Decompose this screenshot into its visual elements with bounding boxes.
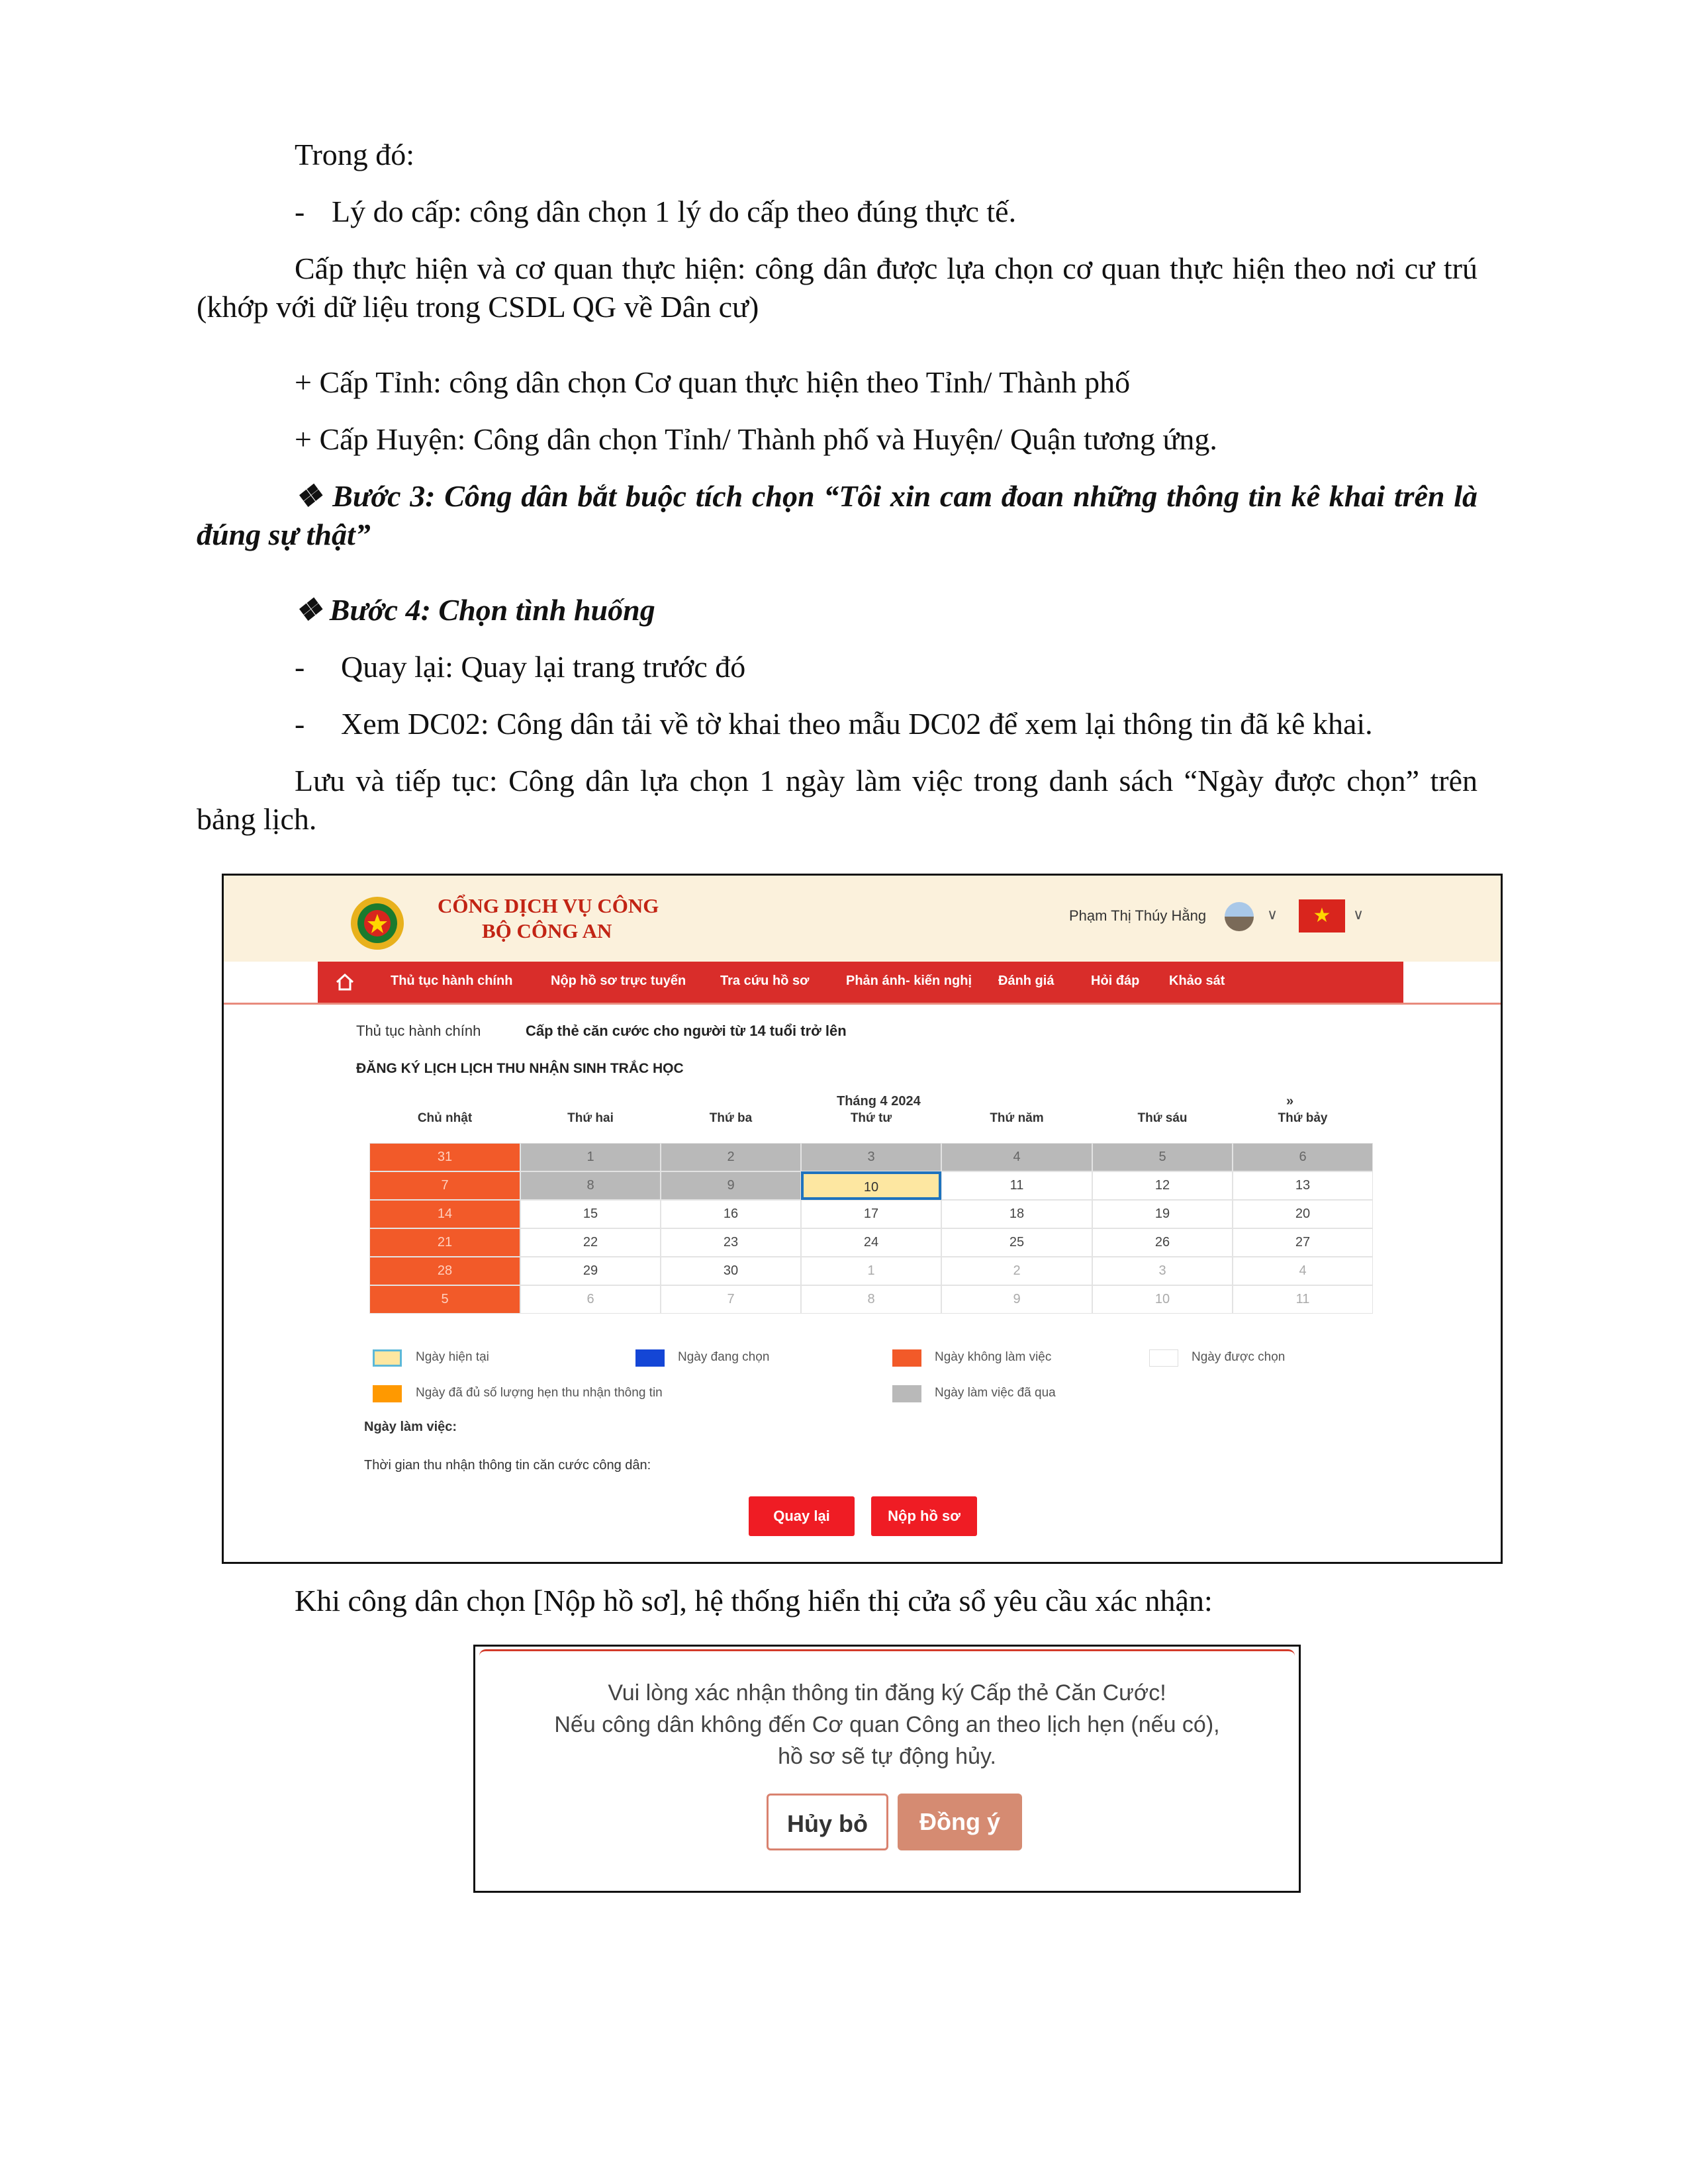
calendar-day[interactable]: 2 xyxy=(941,1257,1092,1285)
calendar-day[interactable]: 4 xyxy=(1233,1257,1373,1285)
back-button[interactable]: Quay lại xyxy=(749,1496,855,1536)
confirm-dialog-screenshot xyxy=(473,1645,1301,1893)
weekday-label: Thứ bảy xyxy=(1278,1111,1328,1125)
calendar-day[interactable]: 12 xyxy=(1092,1171,1233,1200)
legend-swatch-chosen xyxy=(1149,1349,1178,1367)
legend-off: Ngày không làm việc xyxy=(935,1350,1052,1364)
cancel-button[interactable]: Hủy bỏ xyxy=(767,1794,888,1850)
calendar-day[interactable]: 14 xyxy=(369,1200,520,1228)
legend-swatch-off xyxy=(892,1349,921,1367)
xem-dc02-text: Xem DC02: Công dân tải về tờ khai theo mẫu DC02 để xem lại thông tin đã kê khai. xyxy=(341,707,1373,741)
legend-chosen: Ngày được chọn xyxy=(1192,1350,1286,1364)
nav-item[interactable]: Nộp hồ sơ trực tuyến xyxy=(551,974,686,988)
home-icon[interactable] xyxy=(335,972,355,992)
ly-do-text: Lý do cấp: công dân chọn 1 lý do cấp theo đúng thực tế. xyxy=(332,195,1017,228)
chevron-down-icon[interactable]: ∨ xyxy=(1267,906,1278,923)
calendar-day[interactable]: 29 xyxy=(520,1257,661,1285)
legend-past: Ngày làm việc đã qua xyxy=(935,1386,1056,1400)
para-xem-dc02 xyxy=(295,705,1373,743)
para-buoc-4: ❖ Bước 4: Chọn tình huống xyxy=(295,593,655,627)
avatar[interactable] xyxy=(1225,902,1254,931)
calendar-day[interactable]: 27 xyxy=(1233,1228,1373,1257)
confirm-dialog xyxy=(479,1649,1295,1888)
legend-selecting: Ngày đang chọn xyxy=(678,1350,770,1364)
weekday-label: Thứ tư xyxy=(850,1111,892,1125)
breadcrumb-parent[interactable]: Thủ tục hành chính xyxy=(356,1023,481,1039)
calendar-day[interactable]: 18 xyxy=(941,1200,1092,1228)
calendar-day[interactable]: 6 xyxy=(1233,1143,1373,1171)
next-month-button[interactable]: » xyxy=(1286,1094,1294,1109)
para-ly-do-cap xyxy=(295,193,1016,231)
calendar-day[interactable]: 17 xyxy=(801,1200,941,1228)
calendar-day[interactable]: 10 xyxy=(1092,1285,1233,1314)
para-khi-cong-dan-chon: Khi công dân chọn [Nộp hồ sơ], hệ thống hiển thị cửa sổ yêu cầu xác nhận: xyxy=(295,1584,1213,1617)
calendar-day[interactable]: 31 xyxy=(369,1143,520,1171)
calendar-day[interactable]: 10 xyxy=(801,1171,941,1200)
calendar-day[interactable]: 1 xyxy=(801,1257,941,1285)
para-trong-do: Trong đó: xyxy=(295,138,415,171)
calendar-day[interactable]: 26 xyxy=(1092,1228,1233,1257)
calendar-day[interactable]: 11 xyxy=(941,1171,1092,1200)
calendar-day[interactable]: 6 xyxy=(520,1285,661,1314)
nav-item[interactable]: Tra cứu hồ sơ xyxy=(720,974,810,988)
dash: - xyxy=(295,707,305,741)
calendar-day[interactable]: 19 xyxy=(1092,1200,1233,1228)
workday-label: Ngày làm việc: xyxy=(364,1420,457,1434)
calendar-day[interactable]: 7 xyxy=(661,1285,801,1314)
chevron-down-icon[interactable]: ∨ xyxy=(1353,906,1364,923)
weekday-label: Chủ nhật xyxy=(417,1111,473,1125)
nav-underline xyxy=(224,1003,1501,1005)
calendar-day[interactable]: 7 xyxy=(369,1171,520,1200)
calendar-day[interactable]: 4 xyxy=(941,1143,1092,1171)
submit-button[interactable]: Nộp hồ sơ xyxy=(871,1496,977,1536)
dash: - xyxy=(295,195,305,228)
legend-swatch-past xyxy=(892,1385,921,1402)
para-cap-tinh: + Cấp Tỉnh: công dân chọn Cơ quan thực hiện theo Tỉnh/ Thành phố xyxy=(295,365,1131,399)
calendar-day[interactable]: 8 xyxy=(801,1285,941,1314)
calendar-day[interactable]: 21 xyxy=(369,1228,520,1257)
calendar-day[interactable]: 13 xyxy=(1233,1171,1373,1200)
calendar-day[interactable]: 24 xyxy=(801,1228,941,1257)
confirm-message-line-3: hồ sơ sẽ tự động hủy. xyxy=(778,1744,996,1769)
nav-item[interactable]: Thủ tục hành chính xyxy=(391,974,513,988)
confirm-message-line-1: Vui lòng xác nhận thông tin đăng ký Cấp thẻ Căn Cước! xyxy=(608,1680,1166,1706)
calendar-day[interactable]: 5 xyxy=(1092,1143,1233,1171)
calendar-day[interactable]: 3 xyxy=(801,1143,941,1171)
nav-item[interactable]: Khảo sát xyxy=(1169,974,1225,988)
calendar-day[interactable]: 3 xyxy=(1092,1257,1233,1285)
legend-swatch-today xyxy=(373,1349,402,1367)
para-cap-thuc-hien: Cấp thực hiện và cơ quan thực hiện: công dân được lựa chọn cơ quan thực hiện theo nơi cư trú (khớp với dữ liệu trong CSDL QG về Dân cư) xyxy=(197,251,1477,324)
calendar-month: Tháng 4 2024 xyxy=(837,1094,921,1109)
quay-lai-text: Quay lại: Quay lại trang trước đó xyxy=(341,650,746,684)
confirm-message-line-2: Nếu công dân không đến Cơ quan Công an theo lịch hẹn (nếu có), xyxy=(554,1712,1220,1737)
calendar-day[interactable]: 30 xyxy=(661,1257,801,1285)
main-nav xyxy=(318,962,1403,1003)
vietnam-flag-icon[interactable]: ★ xyxy=(1299,899,1345,933)
calendar-day[interactable]: 23 xyxy=(661,1228,801,1257)
para-buoc-3: ❖ Bước 3: Công dân bắt buộc tích chọn “Tôi xin cam đoan những thông tin kê khai trên là đúng sự thật” xyxy=(197,479,1477,551)
confirm-button[interactable]: Đồng ý xyxy=(898,1794,1022,1850)
calendar-screenshot xyxy=(222,874,1503,1564)
calendar-day[interactable]: 20 xyxy=(1233,1200,1373,1228)
calendar-day[interactable]: 25 xyxy=(941,1228,1092,1257)
calendar-day[interactable]: 2 xyxy=(661,1143,801,1171)
calendar-day[interactable]: 9 xyxy=(941,1285,1092,1314)
calendar-day[interactable]: 16 xyxy=(661,1200,801,1228)
calendar-day[interactable]: 9 xyxy=(661,1171,801,1200)
para-quay-lai xyxy=(295,648,745,686)
calendar-day[interactable]: 11 xyxy=(1233,1285,1373,1314)
calendar-day[interactable]: 28 xyxy=(369,1257,520,1285)
time-label: Thời gian thu nhận thông tin căn cước công dân: xyxy=(364,1458,651,1473)
calendar-day[interactable]: 5 xyxy=(369,1285,520,1314)
weekday-label: Thứ hai xyxy=(567,1111,614,1125)
weekday-label: Thứ sáu xyxy=(1137,1111,1188,1125)
legend-full: Ngày đã đủ số lượng hẹn thu nhận thông tin xyxy=(416,1386,663,1400)
para-luu-tiep-tuc: Lưu và tiếp tục: Công dân lựa chọn 1 ngày làm việc trong danh sách “Ngày được chọn” trên bảng lịch. xyxy=(197,764,1477,836)
weekday-label: Thứ ba xyxy=(709,1111,753,1125)
calendar-day[interactable]: 22 xyxy=(520,1228,661,1257)
page-title: ĐĂNG KÝ LỊCH LỊCH THU NHẬN SINH TRẮC HỌC xyxy=(356,1061,684,1076)
police-emblem-icon xyxy=(344,894,410,952)
nav-item[interactable]: Hỏi đáp xyxy=(1091,974,1140,988)
legend-swatch-selecting xyxy=(635,1349,665,1367)
para-cap-huyen: + Cấp Huyện: Công dân chọn Tỉnh/ Thành phố và Huyện/ Quận tương ứng. xyxy=(295,422,1217,456)
dash: - xyxy=(295,650,305,684)
legend-today: Ngày hiện tại xyxy=(416,1350,489,1364)
calendar-day[interactable]: 15 xyxy=(520,1200,661,1228)
legend-swatch-full xyxy=(373,1385,402,1402)
breadcrumb-current: Cấp thẻ căn cước cho người từ 14 tuổi trở lên xyxy=(526,1023,847,1039)
brand-line-2: BỘ CÔNG AN xyxy=(482,919,612,942)
nav-item[interactable]: Phản ánh- kiến nghị xyxy=(846,974,972,988)
brand-line-1: CỔNG DỊCH VỤ CÔNG xyxy=(438,894,659,917)
user-name[interactable]: Phạm Thị Thúy Hằng xyxy=(1069,907,1207,924)
nav-item[interactable]: Đánh giá xyxy=(998,974,1055,988)
weekday-label: Thứ năm xyxy=(990,1111,1044,1125)
calendar-day[interactable]: 1 xyxy=(520,1143,661,1171)
calendar-day[interactable]: 8 xyxy=(520,1171,661,1200)
